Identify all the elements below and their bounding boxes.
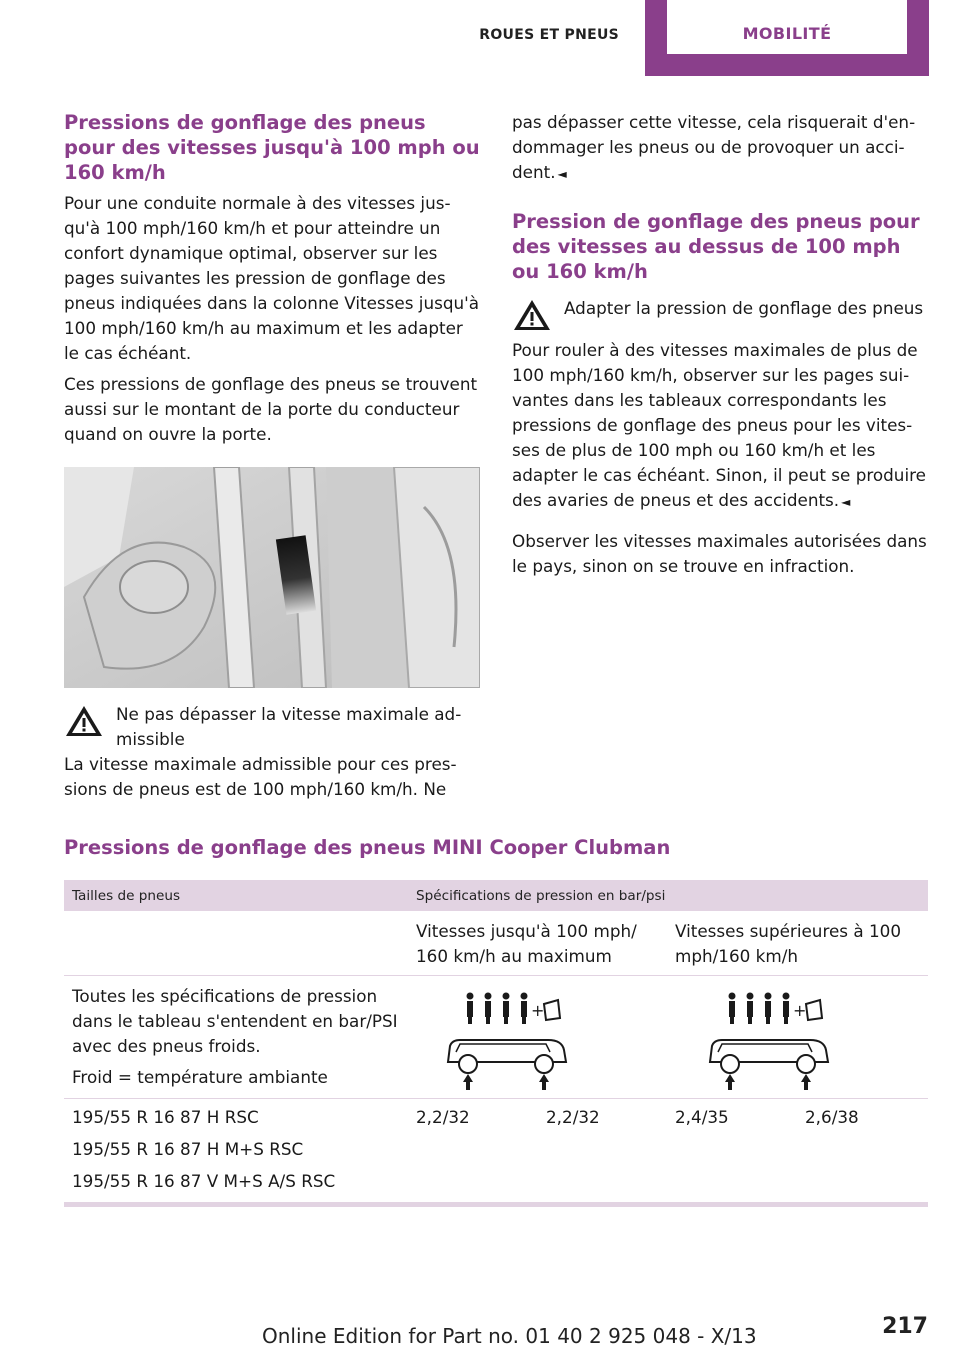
left-warning-body: La vitesse maximale admissible pour ces pressions de pneus est de 100 mph/160 km/h. Ne [64, 754, 457, 799]
right-warning [512, 296, 928, 332]
header-section-title: ROUES ET PNEUS [479, 27, 619, 43]
pressure-value: 2,6/38 [805, 1107, 859, 1127]
right-warning-body-text: Pour rouler à des vitesses maximales de plus de 100 mph/160 km/h, observer sur les pages suivantes dans les tableaux correspondants les pressions de gonflage des pneus pour les vitesses de plus de 100 mph ou 160 km/h et les adapter le cas échéant. Sinon, il peut se produire des avaries de pneus et des accidents. [512, 340, 926, 510]
left-column [64, 110, 480, 808]
svg-text:+: + [531, 1001, 545, 1020]
tire-size: 195/55 R 16 87 H RSC [72, 1107, 259, 1127]
table-note-cold [72, 984, 402, 1090]
header-tire-sizes: Tailles de pneus [72, 888, 181, 904]
left-heading: Pressions de gonflage des pneus pour des vitesses jusqu'à 100 mph ou 160 km/h [64, 111, 480, 184]
door-pillar-photo [64, 467, 480, 688]
car-load-icon [698, 990, 834, 1090]
note-cold-tires: Toutes les spécifications de pression dans le tableau s'entendent en bar/PSI avec des pneus froids. [72, 986, 398, 1056]
table-row [64, 976, 928, 1099]
left-warning-title: Ne pas dépasser la vitesse maximale admissible [116, 704, 462, 749]
table-row [64, 1099, 928, 1203]
table-header [64, 880, 928, 911]
note-cold-definition: Froid = température ambiante [72, 1067, 328, 1087]
svg-text:+: + [793, 1001, 807, 1020]
right-column [512, 110, 928, 585]
header-chapter-tab [645, 0, 929, 76]
right-continuation [512, 110, 928, 187]
header-section [470, 0, 645, 76]
header-chapter-tab-inner [667, 0, 907, 54]
car-load-icon [436, 990, 572, 1090]
tire-size: 195/55 R 16 87 H M+S RSC [72, 1139, 304, 1159]
footer-edition: Online Edition for Part no. 01 40 2 925 048 - X/13 [262, 1324, 757, 1348]
table-subheader-row [64, 911, 928, 976]
table-title: Pressions de gonflage des pneus MINI Cooper Clubman [64, 836, 671, 859]
left-warning [64, 702, 480, 752]
right-paragraph: Observer les vitesses maximales autorisées dans le pays, sinon on se trouve en infraction. [512, 531, 927, 576]
tire-size-list [72, 1105, 402, 1194]
right-heading: Pression de gonflage des pneus pour des vitesses au dessus de 100 mph ou 160 km/h [512, 210, 920, 283]
door-pillar-illustration [64, 467, 480, 688]
tire-size: 195/55 R 16 87 V M+S A/S RSC [72, 1171, 336, 1191]
warning-triangle-icon [64, 704, 104, 738]
warning-triangle-icon [512, 298, 552, 332]
tire-pressure-table [64, 880, 928, 1203]
page-number: 217 [882, 1314, 928, 1339]
pressure-value: 2,2/32 [416, 1107, 470, 1127]
right-warning-title: Adapter la pression de gonflage des pneus [564, 298, 924, 318]
end-mark: ◄ [557, 167, 567, 181]
pressure-value: 2,2/32 [546, 1107, 600, 1127]
table-bottom-rule [64, 1202, 928, 1207]
left-paragraph-2: Ces pressions de gonflage des pneus se trouvent aussi sur le montant de la porte du conducteur quand on ouvre la porte. [64, 374, 478, 444]
subheader-speed-above-100: Vitesses supérieures à 100 mph/160 km/h [675, 921, 902, 966]
pressure-value: 2,4/35 [675, 1107, 729, 1127]
left-paragraph-1: Pour une conduite normale à des vitesses jusqu'à 100 mph/160 km/h et pour atteindre un confort dynamique optimal, observer sur les pages suivantes les pression de gonflage des pneus indiquées dans la colonne Vitesses jusqu'à 100 mph/160 km/h au maximum et les adapter le cas échéant. [64, 193, 480, 363]
subheader-speed-up-to-100: Vitesses jusqu'à 100 mph/ 160 km/h au maximum [416, 921, 637, 966]
right-warning-body [512, 338, 928, 515]
header-pressure-spec: Spécifications de pression en bar/psi [416, 888, 666, 904]
end-mark: ◄ [841, 495, 851, 509]
right-continuation-text: pas dépasser cette vitesse, cela risquerait d'endommager les pneus ou de provoquer un accident. [512, 112, 916, 182]
header-chapter-title: MOBILITÉ [742, 24, 832, 43]
